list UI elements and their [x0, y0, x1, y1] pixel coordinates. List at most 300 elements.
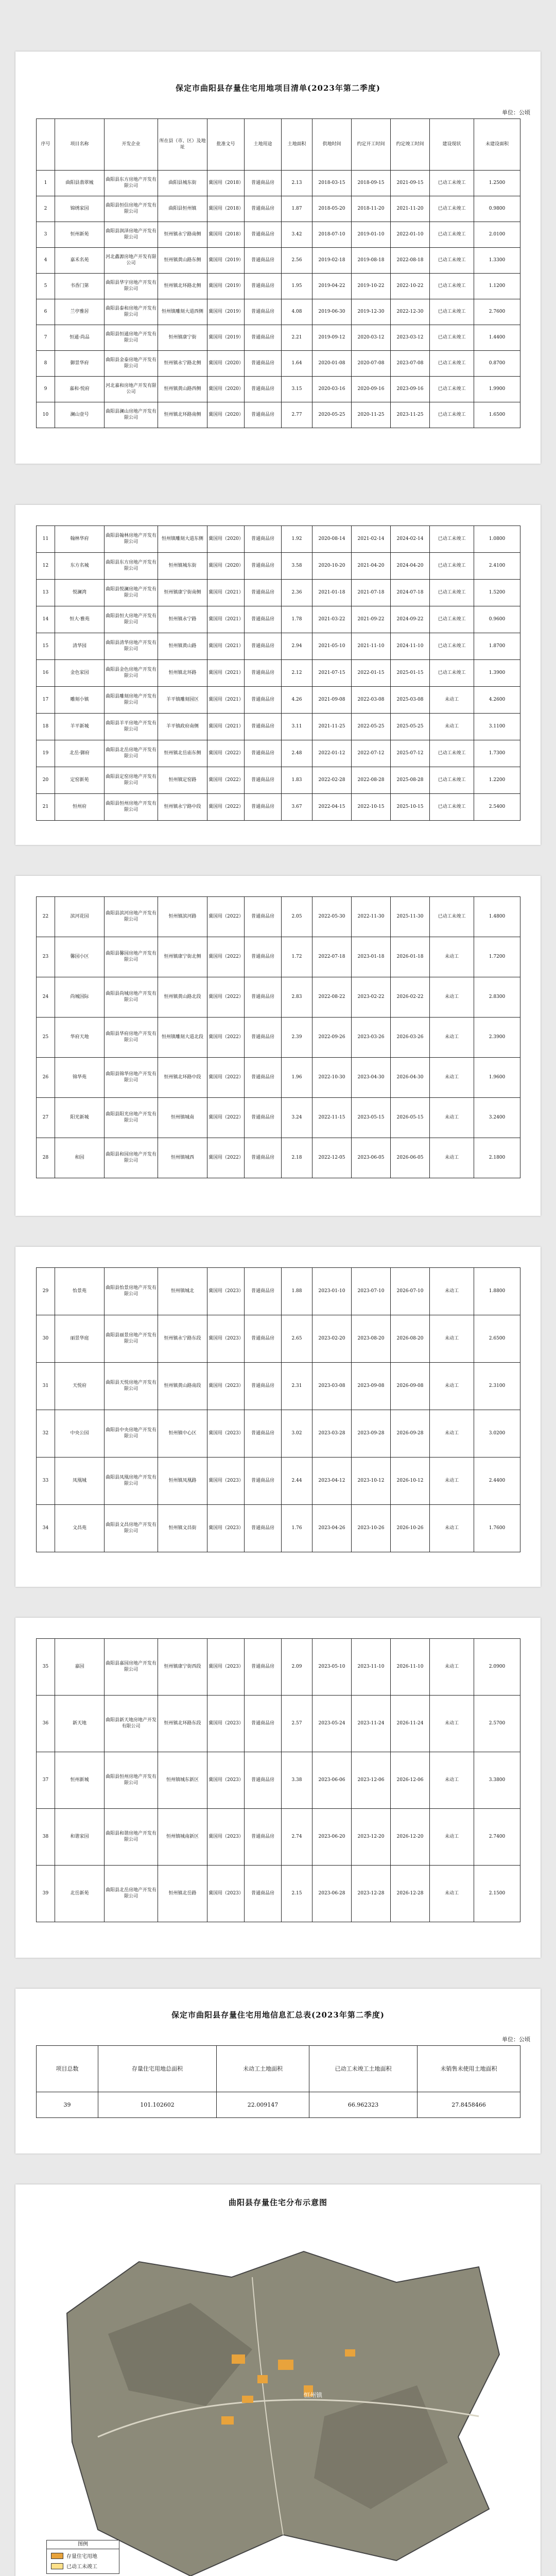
table-cell: 曲阳县恒州镇 [158, 196, 207, 222]
table-cell: 3.24 [282, 1098, 312, 1138]
table-cell: 曲阳县和园房地产开发有限公司 [105, 1138, 158, 1178]
table-cell: 未动工 [430, 1410, 474, 1458]
table-cell: 3.42 [282, 222, 312, 248]
table-row [37, 1458, 520, 1505]
table-cell: 2022-10-15 [352, 794, 391, 821]
table-cell: 2022-05-25 [352, 714, 391, 740]
table-cell: 2023-04-12 [312, 1458, 352, 1505]
table-cell: 和园 [55, 1138, 105, 1178]
table-cell: 未动工 [430, 1866, 474, 1922]
table-cell: 恒州镇北环路东段 [158, 1696, 207, 1752]
table-row [37, 580, 520, 606]
table-cell: 曲阳县阳光房地产开发有限公司 [105, 1098, 158, 1138]
table-cell: 普通商品房 [245, 1639, 282, 1696]
table-cell: 2.15 [282, 1866, 312, 1922]
table-cell: 29 [37, 1268, 55, 1315]
table-cell: 2022-07-12 [352, 740, 391, 767]
table-cell: 2.13 [282, 171, 312, 196]
table-cell: 未动工 [430, 937, 474, 977]
table-cell: 2.09 [282, 1639, 312, 1696]
table-row [37, 1058, 520, 1098]
table-cell: 3.11 [282, 714, 312, 740]
table-cell: 曲阳县中央房地产开发有限公司 [105, 1410, 158, 1458]
table-cell: 已动工未竣工 [430, 794, 474, 821]
table-cell: 冀国用（2022） [207, 1018, 245, 1058]
table-cell: 已动工未竣工 [430, 606, 474, 633]
table-cell: 2018-07-10 [312, 222, 352, 248]
table-cell: 曲阳县馨园房地产开发有限公司 [105, 937, 158, 977]
table-cell: 未动工 [430, 1018, 474, 1058]
table-cell: 4 [37, 248, 55, 274]
table-row [37, 687, 520, 714]
table-cell: 御景华府 [55, 351, 105, 377]
table-cell: 2022-08-22 [312, 977, 352, 1018]
table-cell: 3.0200 [474, 1410, 520, 1458]
table-cell: 27 [37, 1098, 55, 1138]
table-cell: 2.94 [282, 633, 312, 660]
table-cell: 9 [37, 377, 55, 402]
project-table-part-5 [36, 1638, 520, 1922]
table-cell: 2018-05-20 [312, 196, 352, 222]
table-cell: 2023-05-15 [352, 1098, 391, 1138]
table-cell: 2023-04-30 [352, 1058, 391, 1098]
table-cell: 2022-11-30 [352, 897, 391, 937]
table-cell: 2025-10-15 [391, 794, 430, 821]
table-row [37, 325, 520, 351]
table-cell: 2026-08-20 [391, 1315, 430, 1363]
summary-page [15, 1989, 541, 2154]
table-cell: 新天地 [55, 1696, 105, 1752]
table-cell: 2023-03-12 [391, 325, 430, 351]
table-cell: 普通商品房 [245, 171, 282, 196]
table-cell: 2019-02-18 [312, 248, 352, 274]
table-cell: 曲阳县文昌房地产开发有限公司 [105, 1505, 158, 1552]
table-cell: 2.7400 [474, 1809, 520, 1866]
table-cell: 北岳·御府 [55, 740, 105, 767]
table-cell: 2.65 [282, 1315, 312, 1363]
table-row [37, 1138, 520, 1178]
table-cell: 0.9600 [474, 606, 520, 633]
table-cell: 0.8700 [474, 351, 520, 377]
table-cell: 馨园小区 [55, 937, 105, 977]
summary-unit-note: 单位：公顷 [502, 2036, 530, 2043]
table-cell: 曲阳县翡翠城 [55, 171, 105, 196]
table-cell: 冀国用（2022） [207, 767, 245, 794]
table-cell: 2.31 [282, 1363, 312, 1410]
table-cell: 恒州镇北岳路 [158, 1866, 207, 1922]
table-cell: 2026-07-10 [391, 1268, 430, 1315]
header-cell: 约定开工时间 [352, 119, 391, 171]
summary-title: 保定市曲阳县存量住宅用地信息汇总表(2023年第二季度) [171, 2010, 385, 2020]
table-cell: 2026-09-08 [391, 1363, 430, 1410]
header-cell: 土地面积 [282, 119, 312, 171]
table-cell: 冀国用（2022） [207, 897, 245, 937]
page-title: 保定市曲阳县存量住宅用地项目清单(2023年第二季度) [176, 83, 380, 93]
table-cell: 普通商品房 [245, 1809, 282, 1866]
table-cell: 3.3800 [474, 1752, 520, 1809]
table-cell: 恒大·雅苑 [55, 606, 105, 633]
table-cell: 冀国用（2023） [207, 1866, 245, 1922]
table-cell: 冀国用（2022） [207, 740, 245, 767]
table-cell: 普通商品房 [245, 633, 282, 660]
table-cell: 2023-05-10 [312, 1639, 352, 1696]
table-cell: 曲阳县雕刻房地产开发有限公司 [105, 687, 158, 714]
table-cell: 26 [37, 1058, 55, 1098]
table-cell: 2026-03-26 [391, 1018, 430, 1058]
table-cell: 冀国用（2019） [207, 274, 245, 299]
table-cell: 1.76 [282, 1505, 312, 1552]
table-cell: 1.9600 [474, 1058, 520, 1098]
table-row [37, 402, 520, 428]
table-cell: 24 [37, 977, 55, 1018]
table-cell: 2022-12-30 [391, 299, 430, 325]
project-table-part-1 [36, 118, 520, 428]
table-cell: 2023-03-08 [312, 1363, 352, 1410]
table-cell: 曲阳县恒州房地产开发有限公司 [105, 794, 158, 821]
table-row [37, 274, 520, 299]
table-cell: 恒通·尚品 [55, 325, 105, 351]
table-cell: 曲阳县定窑房地产开发有限公司 [105, 767, 158, 794]
table-cell: 2025-07-12 [391, 740, 430, 767]
project-table-part-2 [36, 526, 520, 821]
table-row [37, 1639, 520, 1696]
table-cell: 清华园 [55, 633, 105, 660]
table-cell: 2019-08-18 [352, 248, 391, 274]
table-cell: 1.92 [282, 526, 312, 553]
table-cell: 2022-01-10 [391, 222, 430, 248]
table-cell: 普通商品房 [245, 977, 282, 1018]
table-cell: 13 [37, 580, 55, 606]
table-cell: 已动工未竣工 [430, 377, 474, 402]
table-cell: 30 [37, 1315, 55, 1363]
table-cell: 普通商品房 [245, 1058, 282, 1098]
summary-header-cell: 已动工未竣工土地面积 [309, 2046, 418, 2092]
table-cell: 2024-07-18 [391, 580, 430, 606]
table-cell: 2023-01-18 [352, 937, 391, 977]
table-cell: 普通商品房 [245, 1505, 282, 1552]
table-row [37, 526, 520, 553]
table-cell: 曲阳县润泽房地产开发有限公司 [105, 222, 158, 248]
table-cell: 冀国用（2018） [207, 222, 245, 248]
table-cell: 2022-08-18 [391, 248, 430, 274]
table-cell: 3.38 [282, 1752, 312, 1809]
table-cell: 2023-02-20 [312, 1315, 352, 1363]
table-cell: 普通商品房 [245, 1458, 282, 1505]
table-cell: 曲阳县滨河房地产开发有限公司 [105, 897, 158, 937]
table-row [37, 794, 520, 821]
table-cell: 曲阳县北岳房地产开发有限公司 [105, 1866, 158, 1922]
table-cell: 1.7300 [474, 740, 520, 767]
table-cell: 冀国用（2022） [207, 1138, 245, 1178]
table-cell: 冀国用（2020） [207, 526, 245, 553]
table-cell: 2022-09-26 [312, 1018, 352, 1058]
table-cell: 2021-09-15 [391, 171, 430, 196]
table-cell: 2.12 [282, 660, 312, 687]
table-header [37, 119, 520, 171]
table-cell: 2022-08-28 [352, 767, 391, 794]
table-cell: 2.3100 [474, 1363, 520, 1410]
table-cell: 未动工 [430, 1363, 474, 1410]
table-cell: 普通商品房 [245, 274, 282, 299]
table-cell: 冀国用（2018） [207, 171, 245, 196]
table-cell: 2019-04-22 [312, 274, 352, 299]
table-row [37, 171, 520, 196]
table-cell: 凤凰城 [55, 1458, 105, 1505]
table-cell: 未动工 [430, 1138, 474, 1178]
project-table-part-4 [36, 1267, 520, 1552]
table-cell: 华府天地 [55, 1018, 105, 1058]
table-row [37, 351, 520, 377]
table-cell: 已动工未竣工 [430, 325, 474, 351]
table-cell: 冀国用（2021） [207, 687, 245, 714]
table-cell: 1.64 [282, 351, 312, 377]
table-cell: 冀国用（2022） [207, 977, 245, 1018]
table-cell: 未动工 [430, 1505, 474, 1552]
table-cell: 曲阳县澜山房地产开发有限公司 [105, 402, 158, 428]
table-cell: 2024-11-10 [391, 633, 430, 660]
table-cell: 2.21 [282, 325, 312, 351]
table-row [37, 248, 520, 274]
table-cell: 2026-12-20 [391, 1809, 430, 1866]
table-cell: 31 [37, 1363, 55, 1410]
table-cell: 2.5400 [474, 794, 520, 821]
table-cell: 3.2400 [474, 1098, 520, 1138]
table-cell: 普通商品房 [245, 740, 282, 767]
table-cell: 已动工未竣工 [430, 897, 474, 937]
table-cell: 已动工未竣工 [430, 299, 474, 325]
table-cell: 恒州镇雕刻大道北段 [158, 1018, 207, 1058]
table-cell: 曲阳县丽景房地产开发有限公司 [105, 1315, 158, 1363]
table-cell: 1.87 [282, 196, 312, 222]
table-cell: 未动工 [430, 1809, 474, 1866]
table-cell: 2020-03-12 [352, 325, 391, 351]
table-cell: 2026-05-15 [391, 1098, 430, 1138]
table-row [37, 1809, 520, 1866]
table-cell: 恒州镇永宁路北侧 [158, 351, 207, 377]
table-cell: 2024-04-20 [391, 553, 430, 580]
table-cell: 21 [37, 794, 55, 821]
table-cell: 2.7600 [474, 299, 520, 325]
table-cell: 1.2500 [474, 171, 520, 196]
table-cell: 2021-04-20 [352, 553, 391, 580]
table-cell: 32 [37, 1410, 55, 1458]
table-cell: 2022-01-15 [352, 660, 391, 687]
table-cell: 冀国用（2022） [207, 1098, 245, 1138]
table-cell: 2023-11-10 [352, 1639, 391, 1696]
table-cell: 2026-09-28 [391, 1410, 430, 1458]
table-cell: 恒州镇康宁街西段 [158, 1639, 207, 1696]
table-cell: 尚城国际 [55, 977, 105, 1018]
table-cell: 2018-09-15 [352, 171, 391, 196]
table-cell: 14 [37, 606, 55, 633]
table-cell: 38 [37, 1809, 55, 1866]
table-cell: 河北鑫源房地产开发有限公司 [105, 248, 158, 274]
table-cell: 2021-03-22 [312, 606, 352, 633]
header-cell: 项目名称 [55, 119, 105, 171]
table-cell: 普通商品房 [245, 1098, 282, 1138]
table-cell: 1.4400 [474, 325, 520, 351]
table-cell: 嘉和·悦府 [55, 377, 105, 402]
table-cell: 未动工 [430, 1098, 474, 1138]
table-cell: 普通商品房 [245, 937, 282, 977]
table-cell: 普通商品房 [245, 1696, 282, 1752]
table-cell: 锦绣家园 [55, 196, 105, 222]
table-cell: 2025-03-08 [391, 687, 430, 714]
table-cell: 2023-06-05 [352, 1138, 391, 1178]
table-cell: 普通商品房 [245, 1866, 282, 1922]
table-cell: 翰林华府 [55, 526, 105, 553]
table-cell: 4.08 [282, 299, 312, 325]
table-cell: 未动工 [430, 1268, 474, 1315]
table-cell: 恒州镇黄山路西侧 [158, 377, 207, 402]
table-cell: 曲阳县恒通房地产开发有限公司 [105, 325, 158, 351]
table-cell: 0.9800 [474, 196, 520, 222]
table-cell: 恒州新苑 [55, 222, 105, 248]
table-cell: 2023-03-28 [312, 1410, 352, 1458]
table-cell: 2026-12-06 [391, 1752, 430, 1809]
table-cell: 22 [37, 897, 55, 937]
table-cell: 2019-01-10 [352, 222, 391, 248]
table-cell: 5 [37, 274, 55, 299]
table-cell: 已动工未竣工 [430, 351, 474, 377]
table-cell: 恒州镇北环路 [158, 660, 207, 687]
table-cell: 羊平新城 [55, 714, 105, 740]
table-cell: 1.88 [282, 1268, 312, 1315]
table-cell: 已动工未竣工 [430, 633, 474, 660]
table-cell: 2020-10-20 [312, 553, 352, 580]
table-cell: 普通商品房 [245, 526, 282, 553]
table-cell: 1.7600 [474, 1505, 520, 1552]
table-cell: 2026-02-22 [391, 977, 430, 1018]
table-cell: 冀国用（2023） [207, 1268, 245, 1315]
table-cell: 2024-09-22 [391, 606, 430, 633]
table-cell: 6 [37, 299, 55, 325]
table-cell: 普通商品房 [245, 897, 282, 937]
table-cell: 1 [37, 171, 55, 196]
table-cell: 曲阳县金泰房地产开发有限公司 [105, 351, 158, 377]
table-cell: 普通商品房 [245, 1752, 282, 1809]
table-cell: 冀国用（2023） [207, 1363, 245, 1410]
table-cell: 恒州镇永宁路东段 [158, 1315, 207, 1363]
header-cell: 供地时间 [312, 119, 352, 171]
table-cell: 2020-11-25 [352, 402, 391, 428]
table-cell: 37 [37, 1752, 55, 1809]
table-cell: 33 [37, 1458, 55, 1505]
table-cell: 未动工 [430, 977, 474, 1018]
table-cell: 恒州镇永宁路 [158, 606, 207, 633]
table-cell: 2.8300 [474, 977, 520, 1018]
table-cell: 恒州镇滨河路 [158, 897, 207, 937]
table-cell: 已动工未竣工 [430, 767, 474, 794]
table-row [37, 1752, 520, 1809]
table-cell: 未动工 [430, 714, 474, 740]
table-cell: 20 [37, 767, 55, 794]
header-cell: 土地用途 [245, 119, 282, 171]
table-cell: 3.02 [282, 1410, 312, 1458]
summary-header-cell: 未销售未使用土地面积 [418, 2046, 520, 2092]
table-cell: 金色家园 [55, 660, 105, 687]
table-cell: 17 [37, 687, 55, 714]
header-cell: 序号 [37, 119, 55, 171]
table-cell: 未动工 [430, 1752, 474, 1809]
table-cell: 2023-05-24 [312, 1696, 352, 1752]
table-cell: 1.8700 [474, 633, 520, 660]
table-row [37, 1098, 520, 1138]
table-cell: 普通商品房 [245, 687, 282, 714]
map-page-1 [15, 2184, 541, 2576]
table-cell: 羊平镇政府南侧 [158, 714, 207, 740]
table-cell: 2.4100 [474, 553, 520, 580]
table-cell: 2025-05-25 [391, 714, 430, 740]
table-row [37, 553, 520, 580]
header-cell: 批准文号 [207, 119, 245, 171]
table-row [37, 767, 520, 794]
table-cell: 普通商品房 [245, 377, 282, 402]
table-cell: 2022-10-22 [391, 274, 430, 299]
table-cell: 2023-09-08 [352, 1363, 391, 1410]
table-cell: 2.1800 [474, 1138, 520, 1178]
table-cell: 普通商品房 [245, 606, 282, 633]
table-cell: 2 [37, 196, 55, 222]
table-cell: 2026-04-30 [391, 1058, 430, 1098]
table-cell: 曲阳县恒大房地产开发有限公司 [105, 606, 158, 633]
table-row [37, 1315, 520, 1363]
table-cell: 2022-10-30 [312, 1058, 352, 1098]
table-cell: 锦华苑 [55, 1058, 105, 1098]
table-cell: 恒州镇黄山路东侧 [158, 248, 207, 274]
table-cell: 1.9900 [474, 377, 520, 402]
table-cell: 23 [37, 937, 55, 977]
table-cell: 恒州镇北岳庙东侧 [158, 740, 207, 767]
table-cell: 2.0900 [474, 1639, 520, 1696]
table-cell: 曲阳县悦澜房地产开发有限公司 [105, 580, 158, 606]
summary-value-cell: 66.962323 [309, 2092, 418, 2118]
table-cell: 曲阳县翰林房地产开发有限公司 [105, 526, 158, 553]
table-cell: 2.36 [282, 580, 312, 606]
table-cell: 曲阳县城东街 [158, 171, 207, 196]
summary-header-cell: 项目总数 [37, 2046, 98, 2092]
parcel-swatch-icon [51, 2553, 63, 2559]
table-cell: 2021-07-15 [312, 660, 352, 687]
table-cell: 1.3300 [474, 248, 520, 274]
table-cell: 冀国用（2021） [207, 633, 245, 660]
table-cell: 恒州镇黄山路 [158, 633, 207, 660]
summary-value-cell: 101.102602 [98, 2092, 217, 2118]
table-cell: 兰亭雅居 [55, 299, 105, 325]
table-cell: 19 [37, 740, 55, 767]
table-cell: 恒州镇城南新区 [158, 1809, 207, 1866]
table-cell: 2026-11-10 [391, 1639, 430, 1696]
table-cell: 2023-02-22 [352, 977, 391, 1018]
table-cell: 冀国用（2023） [207, 1696, 245, 1752]
table-cell: 2.4400 [474, 1458, 520, 1505]
header-cell: 开发企业 [105, 119, 158, 171]
table-cell: 曲阳县华府房地产开发有限公司 [105, 1018, 158, 1058]
table-cell: 普通商品房 [245, 794, 282, 821]
table-cell: 恒州镇雕刻大道东侧 [158, 526, 207, 553]
table-cell: 曲阳县锦华房地产开发有限公司 [105, 1058, 158, 1098]
table-cell: 曲阳县和谐房地产开发有限公司 [105, 1809, 158, 1866]
table-cell: 恒州镇北环路中段 [158, 1058, 207, 1098]
table-cell: 2026-06-05 [391, 1138, 430, 1178]
table-cell: 普通商品房 [245, 1315, 282, 1363]
table-cell: 恒州镇城南 [158, 1098, 207, 1138]
header-cell: 建设现状 [430, 119, 474, 171]
table-cell: 恒州镇城西 [158, 1138, 207, 1178]
table-cell: 1.4800 [474, 897, 520, 937]
legend-row [51, 2552, 115, 2560]
table-cell: 普通商品房 [245, 248, 282, 274]
